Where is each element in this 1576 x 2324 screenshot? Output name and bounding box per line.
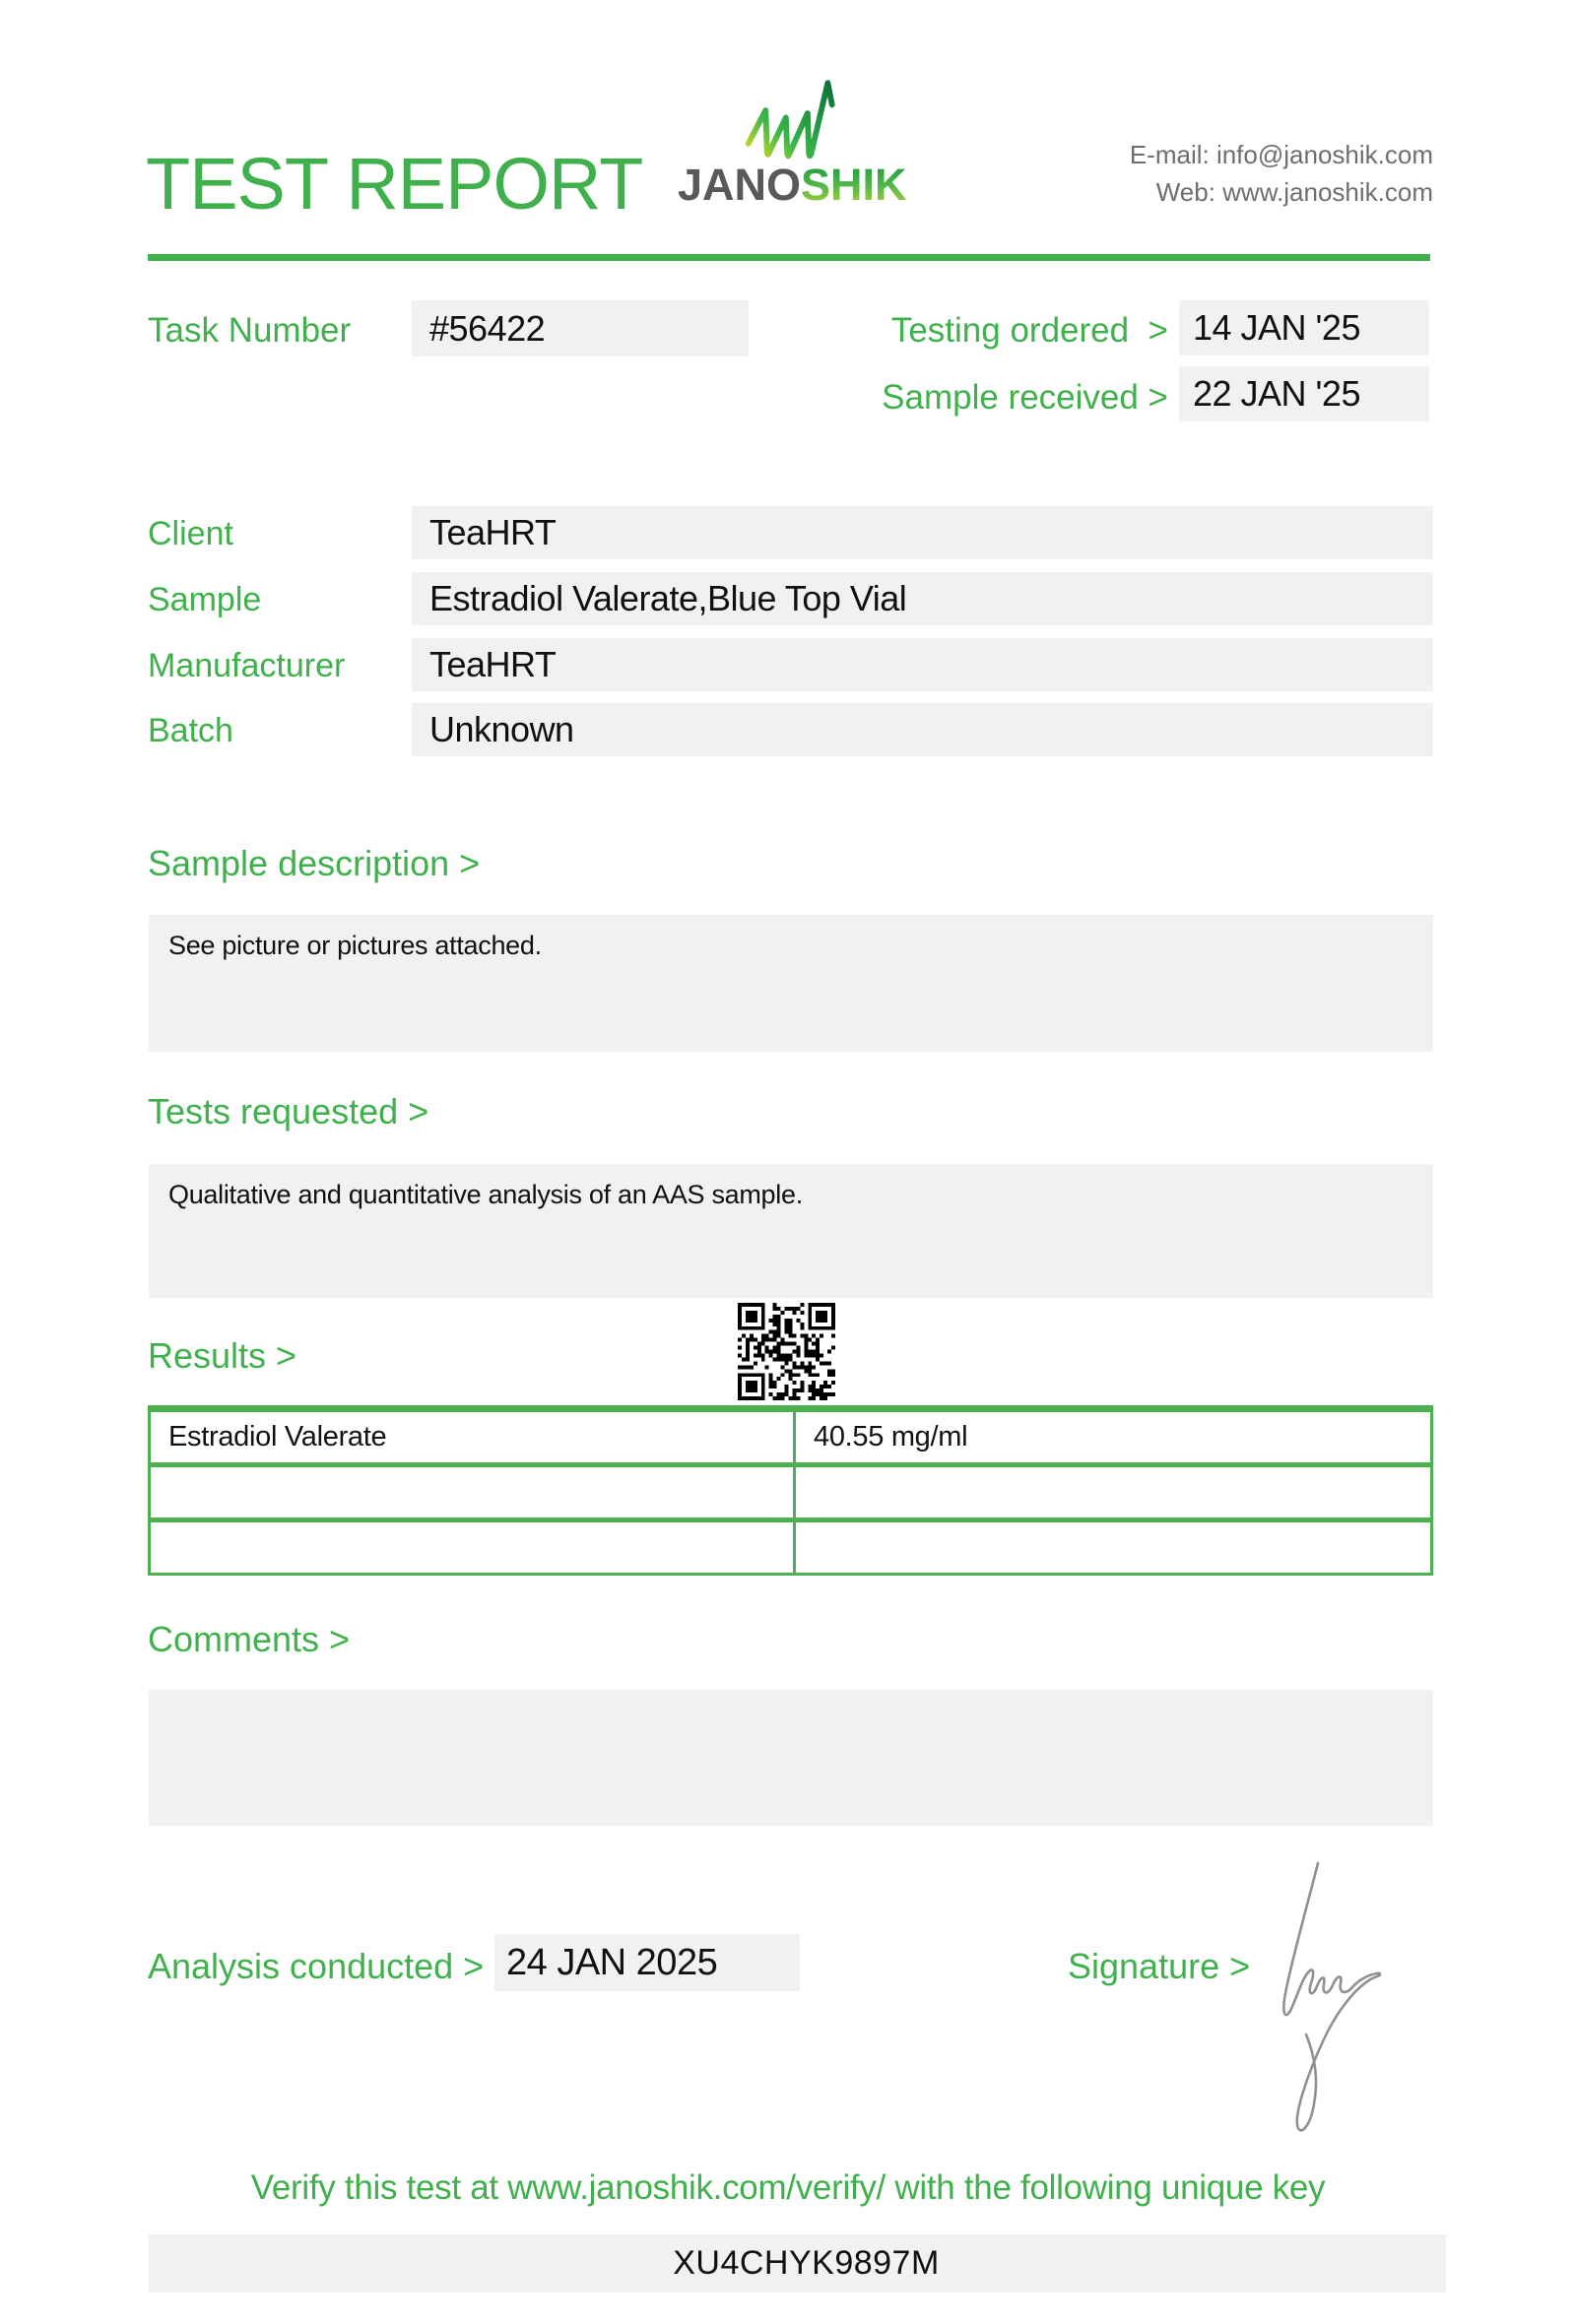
task-number-label: Task Number	[148, 311, 352, 350]
verify-key-field	[149, 2234, 1446, 2292]
analysis-conducted-value: 24 JAN 2025	[506, 1942, 718, 1983]
sample-received-value: 22 JAN '25	[1193, 373, 1360, 414]
signature-scribble	[1263, 1847, 1406, 2139]
sample-value: Estradiol Valerate,Blue Top Vial	[429, 578, 907, 618]
client-label: Client	[148, 515, 233, 552]
sample-label: Sample	[148, 581, 262, 618]
analysis-conducted-label: Analysis conducted >	[148, 1946, 485, 1986]
testing-ordered-field	[1179, 300, 1429, 355]
testing-ordered-value: 14 JAN '25	[1193, 307, 1360, 348]
results-table	[148, 1405, 1433, 1576]
sample-description-heading: Sample description >	[148, 843, 481, 883]
task-number-value: #56422	[429, 308, 546, 349]
batch-label: Batch	[148, 712, 233, 749]
contact-email: E-mail: info@janoshik.com	[1129, 140, 1433, 169]
contact-info	[1130, 136, 1433, 211]
table-row	[151, 1522, 1430, 1573]
contact-web: Web: www.janoshik.com	[1155, 177, 1433, 207]
signature-label: Signature >	[1068, 1946, 1251, 1986]
table-row	[151, 1467, 1430, 1522]
sample-field	[412, 572, 1433, 625]
sample-description-text: See picture or pictures attached.	[168, 931, 542, 960]
wordmark-shik: SHIK	[801, 160, 907, 210]
client-field	[412, 506, 1433, 559]
result-value-cell	[796, 1522, 1430, 1573]
qr-code	[738, 1303, 835, 1400]
results-heading: Results >	[148, 1335, 297, 1376]
manufacturer-field	[412, 638, 1433, 691]
client-value: TeaHRT	[429, 512, 557, 552]
task-number-field	[412, 300, 749, 356]
result-analyte-cell: Estradiol Valerate	[151, 1412, 796, 1462]
comments-text	[149, 1690, 1433, 1721]
sample-received-field	[1179, 366, 1429, 421]
table-row	[151, 1412, 1430, 1467]
result-value-cell: 40.55 mg/ml	[814, 1421, 968, 1452]
tests-requested-text: Qualitative and quantitative analysis of an AAS sample.	[168, 1180, 803, 1209]
verify-instruction: Verify this test at www.janoshik.com/verify/ with the following unique key	[250, 2168, 1326, 2207]
result-value-cell	[796, 1467, 1430, 1517]
wordmark-jano: JANO	[678, 160, 802, 210]
page-title: TEST REPORT	[146, 143, 643, 225]
analysis-conducted-field	[494, 1934, 800, 1991]
comments-heading: Comments >	[148, 1619, 351, 1659]
sample-description-box	[149, 915, 1433, 1052]
verify-key-value: XU4CHYK9897M	[673, 2244, 940, 2282]
testing-ordered-label: Testing ordered >	[890, 311, 1168, 350]
janoshik-chart-logo-icon	[741, 73, 835, 160]
header-divider	[148, 254, 1430, 261]
comments-box	[149, 1690, 1433, 1826]
sample-received-label: Sample received >	[882, 378, 1168, 417]
janoshik-wordmark	[678, 160, 907, 211]
manufacturer-value: TeaHRT	[429, 644, 557, 684]
result-analyte-cell	[151, 1522, 796, 1573]
tests-requested-box	[149, 1164, 1433, 1298]
batch-field	[412, 703, 1433, 756]
manufacturer-label: Manufacturer	[148, 647, 346, 684]
batch-value: Unknown	[429, 709, 574, 749]
result-analyte-cell	[151, 1467, 796, 1517]
tests-requested-heading: Tests requested >	[148, 1091, 429, 1131]
